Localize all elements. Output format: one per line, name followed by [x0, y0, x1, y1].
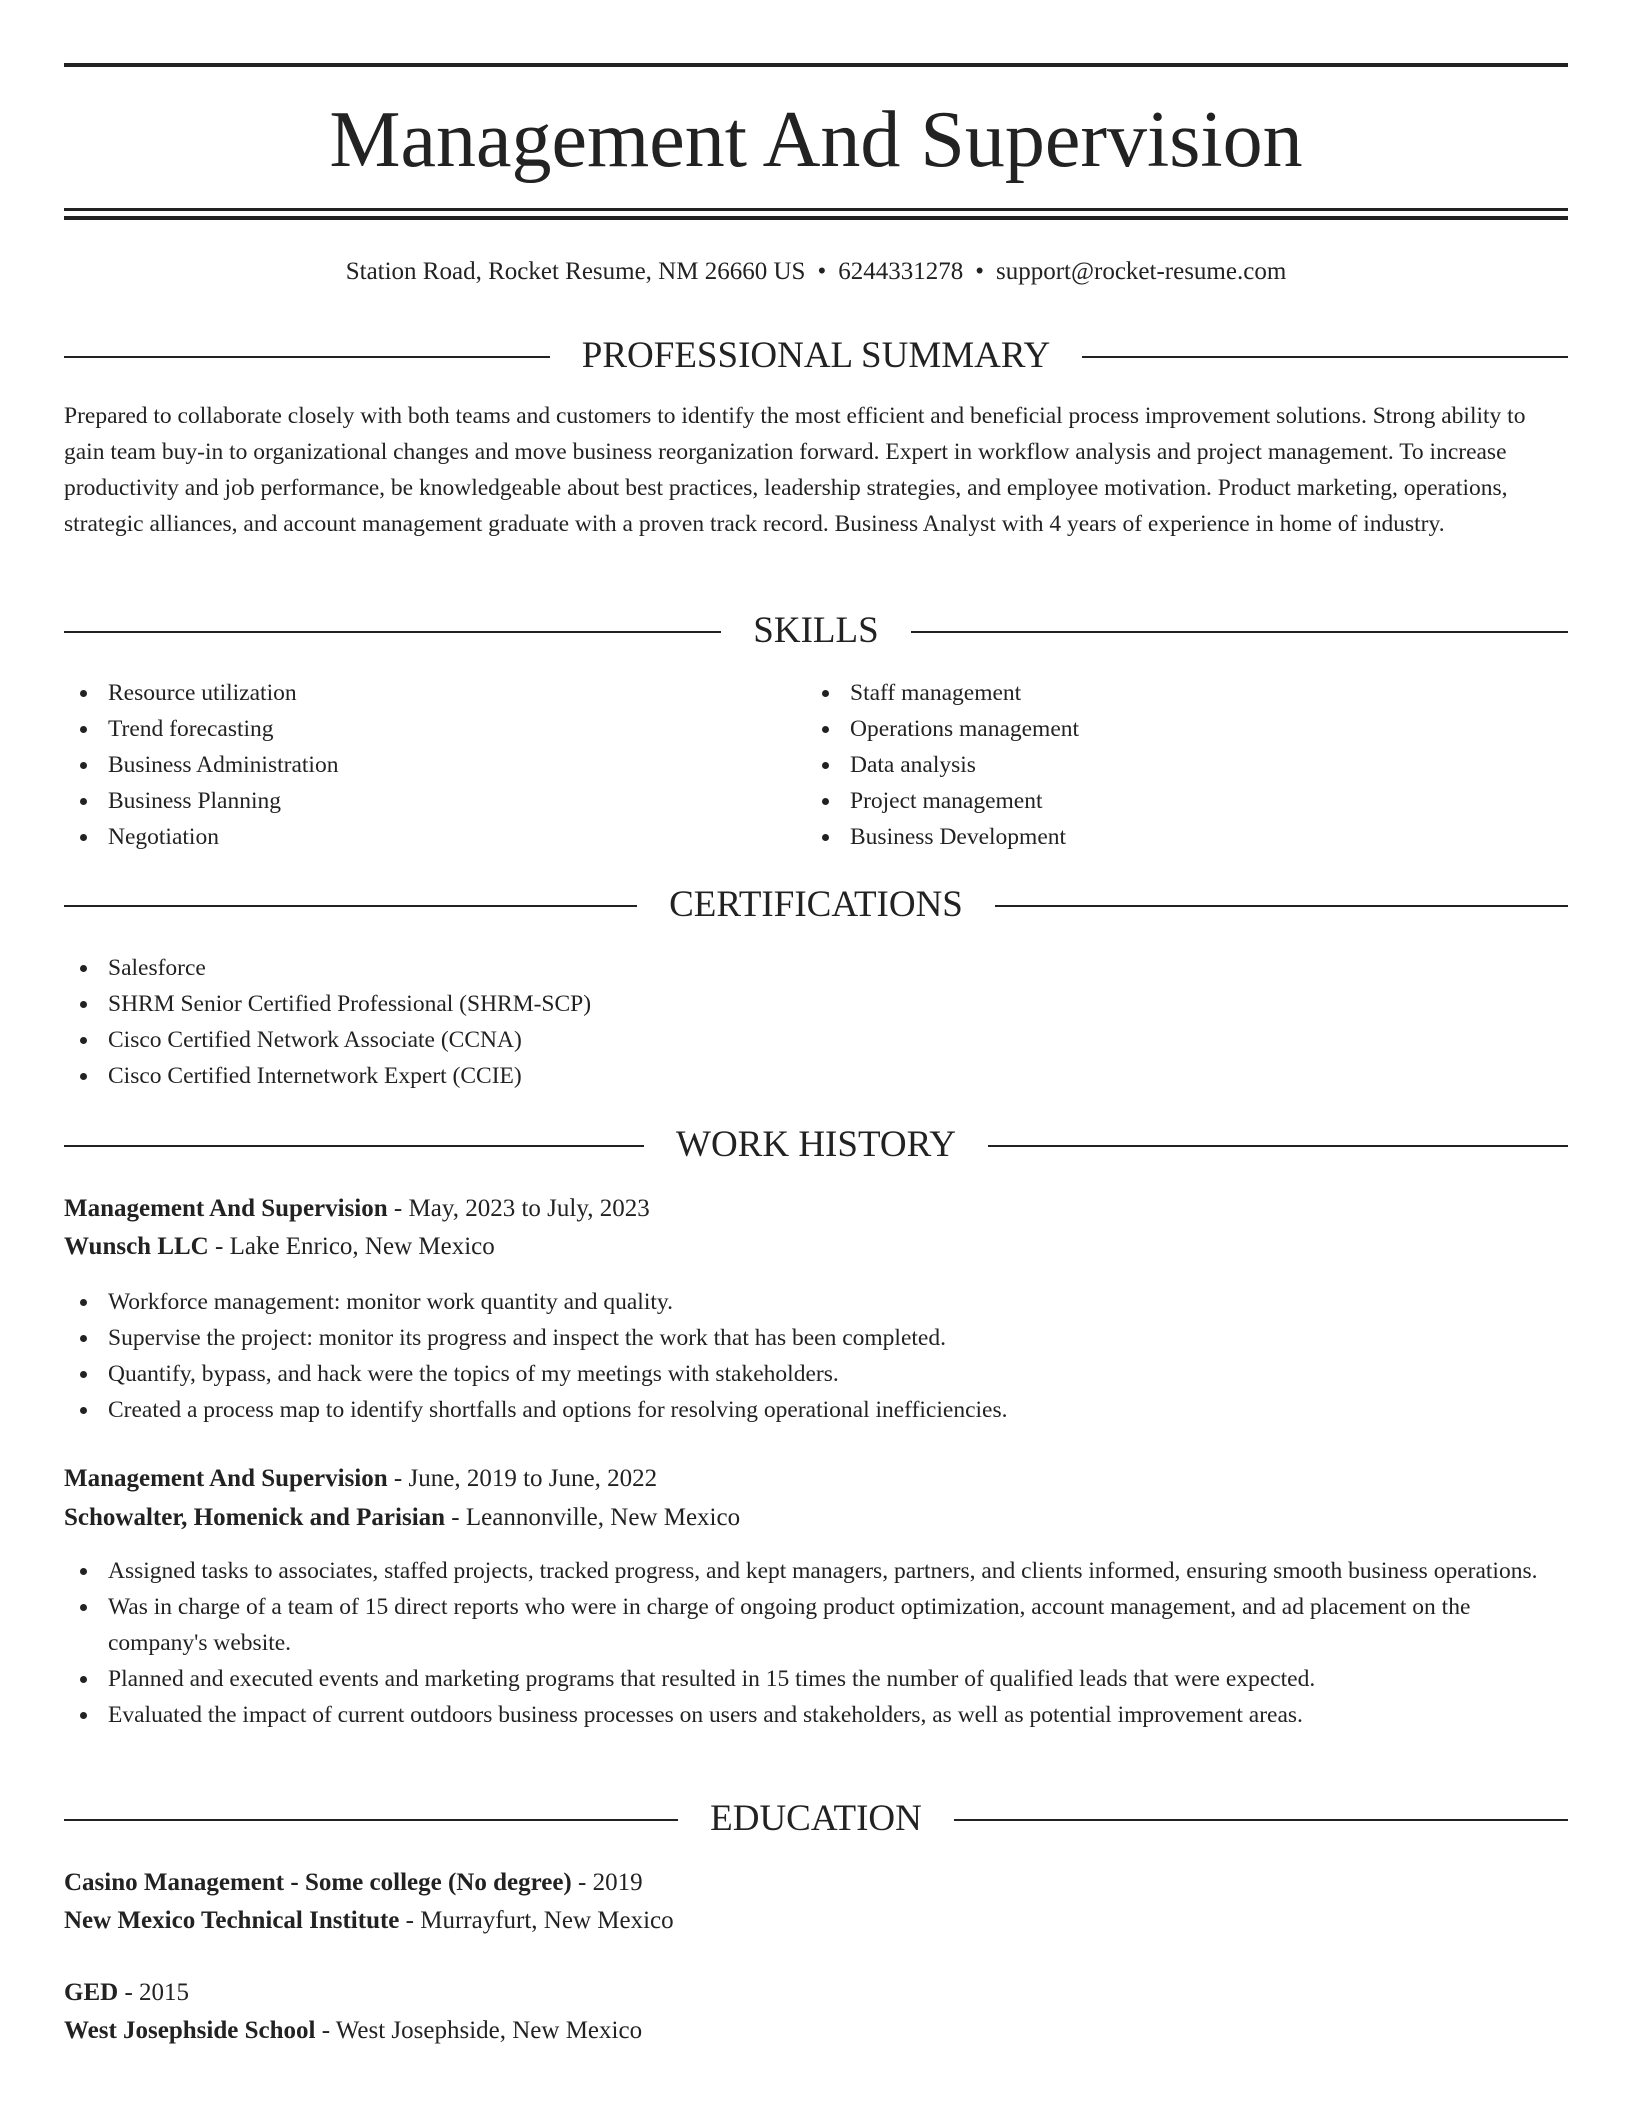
address: Station Road, Rocket Resume, NM 26660 US: [345, 258, 806, 285]
skills-heading: [64, 609, 1568, 653]
certifications-list: [64, 950, 1568, 1094]
job-role: Management And Supervision: [64, 1195, 388, 1222]
education-year: - 2019: [571, 1869, 643, 1896]
education-location: - West Josephside, New Mexico: [315, 2017, 643, 2044]
certification-item: Salesforce: [64, 950, 1568, 986]
education-heading: [64, 1797, 1568, 1841]
job-location: - Leannonville, New Mexico: [445, 1504, 741, 1531]
certification-item: SHRM Senior Certified Professional (SHRM-SCP): [64, 986, 1568, 1022]
job-bullet: Created a process map to identify shortfalls and options for resolving operational inefficiencies.: [64, 1392, 1568, 1428]
certification-item: Cisco Certified Network Associate (CCNA): [64, 1022, 1568, 1058]
job-bullet: Evaluated the impact of current outdoors business processes on users and stakeholders, as well as potential improvement areas.: [64, 1697, 1568, 1733]
job-bullets: [64, 1553, 1568, 1733]
education-location: - Murrayfurt, New Mexico: [399, 1907, 674, 1934]
section-title: CERTIFICATIONS: [637, 883, 995, 927]
job-bullet: Workforce management: monitor work quantity and quality.: [64, 1284, 1568, 1320]
job-company: Schowalter, Homenick and Parisian: [64, 1504, 446, 1531]
skill-item: Business Administration: [64, 747, 804, 783]
skill-item: Negotiation: [64, 819, 804, 855]
skill-item: Business Planning: [64, 783, 804, 819]
skill-item: Business Development: [806, 819, 1546, 855]
job-bullets: [64, 1284, 1568, 1428]
education-school: New Mexico Technical Institute: [64, 1907, 400, 1934]
contact-line: [64, 256, 1568, 288]
education-school-line: [64, 2012, 1568, 2050]
education-school: West Josephside School: [64, 2017, 316, 2044]
skill-item: Resource utilization: [64, 675, 804, 711]
education-degree-line: [64, 1974, 1568, 2012]
job-dates: - May, 2023 to July, 2023: [387, 1195, 650, 1222]
skill-item: Operations management: [806, 711, 1546, 747]
summary-heading: [64, 334, 1568, 378]
skill-item: Data analysis: [806, 747, 1546, 783]
job-bullet: Was in charge of a team of 15 direct reports who were in charge of ongoing product optimization, account management, and ad placement on the company's website.: [64, 1589, 1568, 1661]
job-bullet: Quantify, bypass, and hack were the topics of my meetings with stakeholders.: [64, 1356, 1568, 1392]
skills-list-right: [806, 675, 1546, 855]
summary-text: Prepared to collaborate closely with both teams and customers to identify the most efficient and beneficial process improvement solutions. Strong ability to gain team buy-in to organizational changes and move business reorganization forward. Expert in workflow analysis and project management. To increase productivity and job performance, be knowledgeable about best practices, leadership strategies, and employee motivation. Product marketing, operations, strategic alliances, and account management graduate with a proven track record. Business Analyst with 4 years of experience in home of industry.: [64, 403, 1526, 537]
education-year: - 2015: [118, 1979, 190, 2006]
phone[interactable]: 6244331278: [838, 258, 964, 285]
certification-item: Cisco Certified Internetwork Expert (CCIE): [64, 1058, 1568, 1094]
skill-item: Trend forecasting: [64, 711, 804, 747]
education-degree-line: [64, 1864, 1568, 1902]
job-company-line: [64, 1228, 1568, 1266]
job-bullet: Supervise the project: monitor its progress and inspect the work that has been completed.: [64, 1320, 1568, 1356]
job-bullet: Planned and executed events and marketing programs that resulted in 15 times the number of qualified leads that were expected.: [64, 1661, 1568, 1697]
skill-item: Staff management: [806, 675, 1546, 711]
job-location: - Lake Enrico, New Mexico: [208, 1233, 495, 1260]
separator: •: [817, 258, 827, 285]
job-company: Wunsch LLC: [64, 1233, 209, 1260]
section-title: EDUCATION: [678, 1797, 954, 1841]
work-history-heading: [64, 1123, 1568, 1167]
double-rule: [64, 208, 1568, 220]
top-rule: [64, 63, 1568, 67]
education-school-line: [64, 1902, 1568, 1940]
job-company-line: [64, 1499, 1568, 1537]
separator: •: [975, 258, 984, 285]
section-title: PROFESSIONAL SUMMARY: [550, 334, 1082, 378]
job-bullet: Assigned tasks to associates, staffed projects, tracked progress, and kept managers, partners, and clients informed, ensuring smooth business operations.: [64, 1553, 1568, 1589]
job-title-line: [64, 1460, 1568, 1498]
education-degree: Casino Management - Some college (No degree): [64, 1869, 572, 1896]
education-degree: GED: [64, 1979, 119, 2006]
skills-list-left: [64, 675, 804, 855]
section-title: SKILLS: [721, 609, 910, 653]
section-title: WORK HISTORY: [644, 1123, 988, 1167]
resume-name: Management And Supervision: [329, 96, 1303, 184]
email[interactable]: support@rocket-resume.com: [995, 258, 1287, 285]
skill-item: Project management: [806, 783, 1546, 819]
job-role: Management And Supervision: [64, 1465, 388, 1492]
certifications-heading: [64, 883, 1568, 927]
job-title-line: [64, 1190, 1568, 1228]
job-dates: - June, 2019 to June, 2022: [387, 1465, 658, 1492]
